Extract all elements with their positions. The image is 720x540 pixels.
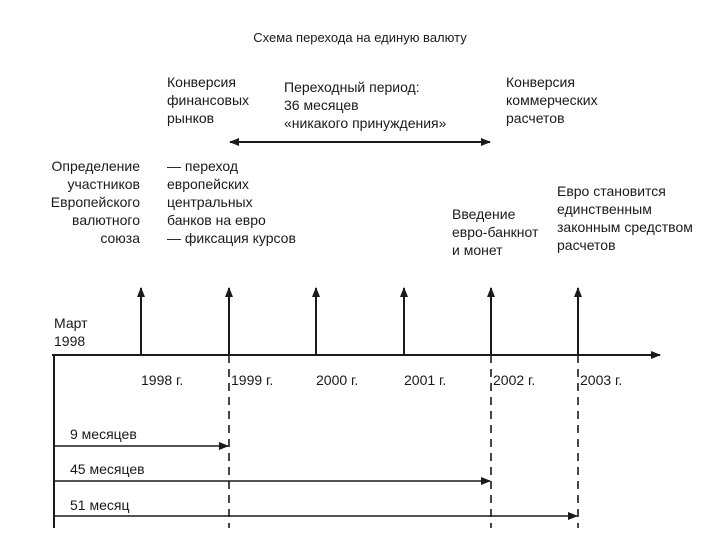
start-label: Март 1998: [54, 315, 88, 349]
span-label-9: 9 месяцев: [70, 426, 137, 442]
year-tick-2002: 2002 г.: [493, 372, 536, 388]
year-tick-2000: 2000 г.: [316, 372, 359, 388]
banknotes-label: Введение евро-банкнот и монет: [452, 206, 539, 258]
conversion-commercial-label: Конверсия коммерческих расчетов: [506, 74, 598, 126]
span-label-51: 51 месяц: [70, 497, 130, 513]
year-tick-2001: 2001 г.: [404, 372, 447, 388]
ecb-transition-label: — переход европейских центральных банков на евро — фиксация курсов: [167, 158, 296, 246]
conversion-financial-label: Конверсия финансовых рынков: [167, 74, 250, 126]
determine-participants-label: Определение участников Европейского валютного союза: [50, 158, 140, 246]
year-tick-1998: 1998 г.: [141, 372, 184, 388]
transition-period-label: Переходный период: 36 месяцев «никакого принуждения»: [284, 79, 447, 131]
span-label-45: 45 месяцев: [70, 461, 145, 477]
legal-tender-label: Евро становится единственным законным средством расчетов: [557, 183, 693, 253]
year-tick-1999: 1999 г.: [231, 372, 274, 388]
year-tick-2003: 2003 г.: [580, 372, 623, 388]
diagram-title: Схема перехода на единую валюту: [253, 30, 467, 45]
